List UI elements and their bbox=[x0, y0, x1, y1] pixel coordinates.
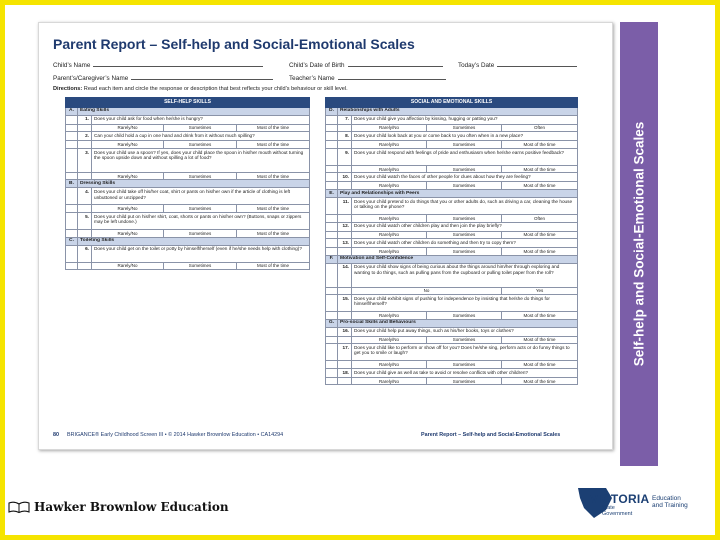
item-number: 6. bbox=[78, 245, 92, 262]
response-option[interactable]: Sometimes bbox=[427, 182, 502, 190]
today-line bbox=[497, 61, 577, 67]
question-row bbox=[326, 197, 578, 214]
question-text: Does your child exhibit signs of pushing for independence by insisting that he/she do things for himself/herself? bbox=[352, 295, 578, 312]
hawker-brownlow-logo bbox=[8, 500, 229, 514]
item-number: 12. bbox=[338, 222, 352, 231]
question-text: Does your child give as well as take to avoid or resolve conflicts with other children? bbox=[352, 368, 578, 377]
child-name-line bbox=[93, 61, 263, 67]
victoria-wordmark: VICTORIA bbox=[590, 492, 650, 506]
response-option[interactable]: Sometimes bbox=[164, 205, 237, 213]
directions-text: Read each item and circle the response or description that best reflects your child’s behaviour or skill level. bbox=[83, 86, 348, 92]
response-option[interactable]: Sometimes bbox=[164, 141, 237, 149]
question-row bbox=[326, 173, 578, 182]
question-row bbox=[326, 263, 578, 287]
question-text: Does your child watch other children play and then join the play briefly? bbox=[352, 222, 578, 231]
directions bbox=[53, 86, 348, 92]
response-option[interactable]: Sometimes bbox=[427, 231, 502, 239]
response-option[interactable]: Rarely/No bbox=[352, 214, 427, 222]
question-row bbox=[66, 132, 310, 141]
parent-field bbox=[53, 74, 273, 82]
teacher-label: Teacher’s Name bbox=[289, 75, 335, 82]
response-option[interactable]: Often bbox=[502, 214, 578, 222]
section-letter: G. bbox=[326, 319, 338, 327]
response-option[interactable]: Most of the time bbox=[502, 231, 578, 239]
item-number: 4. bbox=[78, 188, 92, 205]
parent-label: Parent’s/Caregiver’s Name bbox=[53, 75, 129, 82]
question-text: Does your child respond with feelings of pride and enthusiasm when he/she earns positive feedback? bbox=[352, 148, 578, 165]
open-book-icon bbox=[8, 500, 30, 514]
footer-copyright: BRIGANCE® Early Childhood Screen III • © 2014 Hawker Brownlow Education • CA14294 bbox=[67, 432, 284, 438]
question-text: Can your child hold a cup in one hand and drink from it without much spilling? bbox=[92, 132, 310, 141]
question-row bbox=[66, 115, 310, 124]
response-row bbox=[66, 205, 310, 213]
response-option[interactable]: Sometimes bbox=[427, 377, 502, 385]
response-option[interactable]: Most of the time bbox=[502, 377, 578, 385]
section-title: Dressing Skills bbox=[78, 180, 310, 188]
question-row bbox=[66, 148, 310, 172]
victoria-government-logo bbox=[576, 484, 686, 524]
report-page bbox=[38, 22, 613, 450]
question-text: Does your child pretend to do things that you or other adults do, such as driving a car, cleaning the house or talking on the phone? bbox=[352, 197, 578, 214]
footer-left bbox=[53, 432, 283, 438]
question-row bbox=[326, 344, 578, 361]
item-number: 15. bbox=[338, 295, 352, 312]
response-row bbox=[326, 312, 578, 320]
question-text: Does your child look back at you or come back to you often when in a new place? bbox=[352, 132, 578, 141]
question-text: Does your child like to perform or show off for you? Does he/she sing, perform acts or do funny things to get you to smile or laugh? bbox=[352, 344, 578, 361]
response-option[interactable]: Most of the time bbox=[502, 336, 578, 344]
question-text: Does your child watch other children do something and then try to copy them? bbox=[352, 239, 578, 248]
response-option[interactable]: Most of the time bbox=[237, 124, 310, 132]
section-title: Motivation and Self-Confidence bbox=[338, 255, 578, 263]
state-government-text bbox=[602, 506, 632, 518]
response-row bbox=[66, 229, 310, 237]
question-row bbox=[326, 239, 578, 248]
question-text: Does your child help put away things, such as his/her books, toys or clothes? bbox=[352, 327, 578, 336]
vertical-title: Self-help and Social-Emotional Scales bbox=[631, 121, 647, 367]
response-row bbox=[326, 124, 578, 132]
response-option[interactable]: Rarely/No bbox=[92, 205, 164, 213]
response-option[interactable]: Yes bbox=[502, 287, 578, 295]
item-number: 5. bbox=[78, 212, 92, 229]
response-option[interactable]: Sometimes bbox=[427, 361, 502, 369]
response-option[interactable]: Rarely/No bbox=[352, 248, 427, 256]
question-row bbox=[326, 295, 578, 312]
response-option[interactable]: Most of the time bbox=[502, 361, 578, 369]
parent-line bbox=[131, 74, 273, 80]
section-letter: E. bbox=[326, 189, 338, 197]
question-row bbox=[66, 212, 310, 229]
response-option[interactable]: Sometimes bbox=[427, 165, 502, 173]
item-number: 9. bbox=[338, 148, 352, 165]
response-row bbox=[66, 124, 310, 132]
vertical-title-bar bbox=[620, 22, 658, 466]
response-option[interactable]: Rarely/No bbox=[92, 172, 164, 180]
item-number: 16. bbox=[338, 327, 352, 336]
response-option[interactable]: Sometimes bbox=[427, 141, 502, 149]
question-row bbox=[326, 368, 578, 377]
footer-right: Parent Report – Self-help and Social-Emotional Scales bbox=[421, 432, 561, 438]
item-number: 11. bbox=[338, 197, 352, 214]
response-option[interactable]: Sometimes bbox=[164, 262, 237, 270]
question-text: Does your child give you affection by kissing, hugging or patting you? bbox=[352, 115, 578, 124]
today-field bbox=[458, 61, 577, 69]
hawker-brownlow-name: Hawker Brownlow Education bbox=[34, 500, 229, 514]
response-option[interactable]: Sometimes bbox=[427, 312, 502, 320]
response-row bbox=[326, 336, 578, 344]
response-option[interactable]: Rarely/No bbox=[352, 361, 427, 369]
section-letter: A. bbox=[66, 107, 78, 115]
dob-field bbox=[289, 61, 443, 69]
question-row bbox=[66, 245, 310, 262]
response-option[interactable]: Sometimes bbox=[164, 124, 237, 132]
section-letter: C. bbox=[66, 237, 78, 245]
self-help-table bbox=[65, 97, 310, 270]
dob-label: Child’s Date of Birth bbox=[289, 62, 345, 69]
response-option[interactable]: Rarely/No bbox=[352, 141, 427, 149]
question-text: Does your child watch the faces of other people for clues about how they are feeling? bbox=[352, 173, 578, 182]
response-row bbox=[326, 141, 578, 149]
response-option[interactable]: Rarely/No bbox=[92, 141, 164, 149]
response-option[interactable]: Most of the time bbox=[502, 312, 578, 320]
question-text: Does your child show signs of being curious about the things around him/her through exploring and wanting to do things, such as pulling pans from the cupboard or pulling toilet paper from the roll? bbox=[352, 263, 578, 287]
page-number: 80 bbox=[53, 432, 59, 438]
response-row bbox=[326, 231, 578, 239]
response-option[interactable]: Rarely/No bbox=[92, 124, 164, 132]
response-row bbox=[326, 287, 578, 295]
question-text: Does your child take off his/her coat, shirt or pants on his/her own if the article of clothing is left unbuttoned or unzipped? bbox=[92, 188, 310, 205]
item-number: 18. bbox=[338, 368, 352, 377]
response-option[interactable]: Rarely/No bbox=[92, 262, 164, 270]
social-header: SOCIAL AND EMOTIONAL SKILLS bbox=[326, 98, 578, 108]
response-option[interactable]: Most of the time bbox=[237, 205, 310, 213]
education-training-text bbox=[652, 495, 688, 510]
self-help-header: SELF-HELP SKILLS bbox=[66, 98, 310, 108]
item-number: 13. bbox=[338, 239, 352, 248]
question-row bbox=[326, 327, 578, 336]
question-row bbox=[326, 222, 578, 231]
response-row bbox=[66, 262, 310, 270]
teacher-field bbox=[289, 74, 446, 82]
item-number: 1. bbox=[78, 115, 92, 124]
question-text: Does your child ask for food when he/she is hungry? bbox=[92, 115, 310, 124]
response-option[interactable]: Most of the time bbox=[237, 262, 310, 270]
item-number: 17. bbox=[338, 344, 352, 361]
question-text: Does your child get on the toilet or potty by himself/herself (even if he/she needs help with clothing)? bbox=[92, 245, 310, 262]
question-row bbox=[326, 148, 578, 165]
response-option[interactable]: Most of the time bbox=[502, 165, 578, 173]
response-option[interactable]: Most of the time bbox=[502, 141, 578, 149]
government-text: Government bbox=[602, 510, 633, 517]
response-option[interactable]: Sometimes bbox=[427, 336, 502, 344]
section-letter: F. bbox=[326, 255, 338, 263]
section-title: Play and Relationships with Peers bbox=[338, 189, 578, 197]
item-number: 3. bbox=[78, 148, 92, 172]
response-option[interactable]: Most of the time bbox=[237, 141, 310, 149]
question-row bbox=[326, 115, 578, 124]
training-text: and Training bbox=[652, 502, 688, 510]
response-option[interactable]: Most of the time bbox=[502, 248, 578, 256]
item-number: 14. bbox=[338, 263, 352, 287]
social-emotional-table bbox=[325, 97, 578, 385]
section-letter: D. bbox=[326, 107, 338, 115]
response-option[interactable]: Most of the time bbox=[502, 182, 578, 190]
response-option[interactable]: Rarely/No bbox=[352, 165, 427, 173]
response-option[interactable]: Most of the time bbox=[237, 229, 310, 237]
response-row bbox=[66, 141, 310, 149]
dob-line bbox=[348, 61, 443, 67]
response-option[interactable]: Sometimes bbox=[427, 248, 502, 256]
section-letter: B. bbox=[66, 180, 78, 188]
item-number: 8. bbox=[338, 132, 352, 141]
child-name-field bbox=[53, 61, 263, 69]
response-row bbox=[326, 214, 578, 222]
response-row bbox=[326, 377, 578, 385]
child-name-label: Child’s Name bbox=[53, 62, 91, 69]
response-option[interactable]: No bbox=[352, 287, 502, 295]
response-row bbox=[326, 248, 578, 256]
item-number: 2. bbox=[78, 132, 92, 141]
education-text: Education bbox=[652, 495, 681, 502]
response-option[interactable]: Rarely/No bbox=[352, 336, 427, 344]
section-title: Eating Skills bbox=[78, 107, 310, 115]
section-title: Toileting Skills bbox=[78, 237, 310, 245]
response-option[interactable]: Rarely/No bbox=[92, 229, 164, 237]
question-row bbox=[326, 132, 578, 141]
response-option[interactable]: Rarely/No bbox=[352, 124, 427, 132]
response-option[interactable]: Sometimes bbox=[427, 124, 502, 132]
item-number: 7. bbox=[338, 115, 352, 124]
response-option[interactable]: Sometimes bbox=[427, 214, 502, 222]
response-option[interactable]: Rarely/No bbox=[352, 231, 427, 239]
question-text: Does your child put on his/her shirt, coat, shorts or pants on his/her own? (Buttons, snaps or zippers may be left undone.) bbox=[92, 212, 310, 229]
item-number: 10. bbox=[338, 173, 352, 182]
question-text: Does your child use a spoon? If yes, does your child place the spoon in his/her mouth without turning the spoon upside down and without spilling a lot of food? bbox=[92, 148, 310, 172]
response-row bbox=[326, 361, 578, 369]
section-title: Pro-social Skills and Behaviours bbox=[338, 319, 578, 327]
response-option[interactable]: Sometimes bbox=[164, 172, 237, 180]
response-row bbox=[326, 182, 578, 190]
teacher-line bbox=[338, 74, 446, 80]
response-row bbox=[326, 165, 578, 173]
today-label: Today’s Date bbox=[458, 62, 495, 69]
directions-label: Directions: bbox=[53, 86, 83, 92]
response-option[interactable]: Rarely/No bbox=[352, 377, 427, 385]
response-option[interactable]: Sometimes bbox=[164, 229, 237, 237]
response-option[interactable]: Often bbox=[502, 124, 578, 132]
response-option[interactable]: Rarely/No bbox=[352, 182, 427, 190]
response-option[interactable]: Most of the time bbox=[237, 172, 310, 180]
question-row bbox=[66, 188, 310, 205]
state-text: State bbox=[602, 505, 615, 511]
response-option[interactable]: Rarely/No bbox=[352, 312, 427, 320]
page-title: Parent Report – Self-help and Social-Emotional Scales bbox=[53, 36, 415, 52]
response-row bbox=[66, 172, 310, 180]
section-title: Relationships with Adults bbox=[338, 107, 578, 115]
